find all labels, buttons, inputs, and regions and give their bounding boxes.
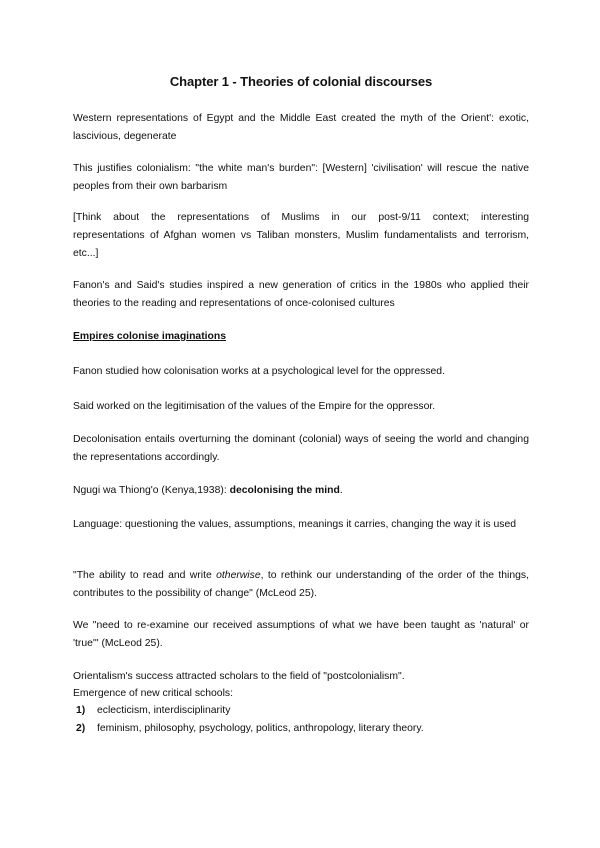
list-item bbox=[73, 720, 424, 738]
list-item bbox=[73, 702, 424, 720]
paragraph-white-mans-burden: This justifies colonialism: "the white man's burden": [Western] 'civilisation' will rescue the native peoples from their own barbarism bbox=[73, 163, 529, 192]
paragraph-orientalism-success: Orientalism's success attracted scholars to the field of "postcolonialism". bbox=[73, 671, 405, 682]
paragraph-orient-myth: Western representations of Egypt and the Middle East created the myth of the Orient': exotic, lascivious, degenerate bbox=[73, 113, 529, 142]
paragraph-reexamine: We "need to re-examine our received assumptions of what we have been taught as 'natural' or 'true'" (McLeod 25). bbox=[73, 620, 529, 649]
paragraph-post-911: [Think about the representations of Muslims in our post-9/11 context; interesting representations of Afghan women vs Taliban monsters, Muslim fundamentalists and terrorism, etc...] bbox=[73, 212, 529, 259]
page-title: Chapter 1 - Theories of colonial discourses bbox=[169, 74, 433, 89]
list-number: 2) bbox=[76, 723, 86, 734]
quote-italic: otherwise bbox=[216, 570, 261, 581]
paragraph-decolonisation: Decolonisation entails overturning the dominant (colonial) ways of seeing the world and changing the representations accordingly. bbox=[73, 434, 529, 463]
paragraph-quote-read-write bbox=[73, 567, 529, 603]
list-text: feminism, philosophy, psychology, politics, anthropology, literary theory. bbox=[97, 723, 424, 734]
ngugi-suffix: . bbox=[339, 485, 343, 496]
quote-suffix: , to rethink our understanding of the order of the things, contributes to the possibility of change" (McLeod 25). bbox=[73, 570, 530, 599]
ngugi-text: Ngugi wa Thiong'o (Kenya,1938): bbox=[73, 485, 230, 496]
list-number: 1) bbox=[76, 705, 86, 716]
quote-prefix: "The ability to read and write bbox=[73, 570, 217, 581]
list-text: eclecticism, interdisciplinarity bbox=[97, 705, 231, 716]
section-heading: Empires colonise imaginations bbox=[73, 331, 227, 342]
paragraph-ngugi bbox=[73, 482, 529, 500]
paragraph-fanon: Fanon studied how colonisation works at a psychological level for the oppressed. bbox=[73, 366, 445, 377]
paragraph-fanon-said: Fanon's and Said's studies inspired a new generation of critics in the 1980s who applied their theories to the reading and representations of once-colonised cultures bbox=[73, 280, 529, 309]
paragraph-emergence: Emergence of new critical schools: bbox=[73, 688, 233, 699]
paragraph-said: Said worked on the legitimisation of the values of the Empire for the oppressor. bbox=[73, 401, 436, 412]
paragraph-language: Language: questioning the values, assumptions, meanings it carries, changing the way it is used bbox=[73, 519, 517, 530]
critical-schools-list bbox=[73, 702, 424, 738]
ngugi-bold: decolonising the mind bbox=[229, 485, 340, 496]
